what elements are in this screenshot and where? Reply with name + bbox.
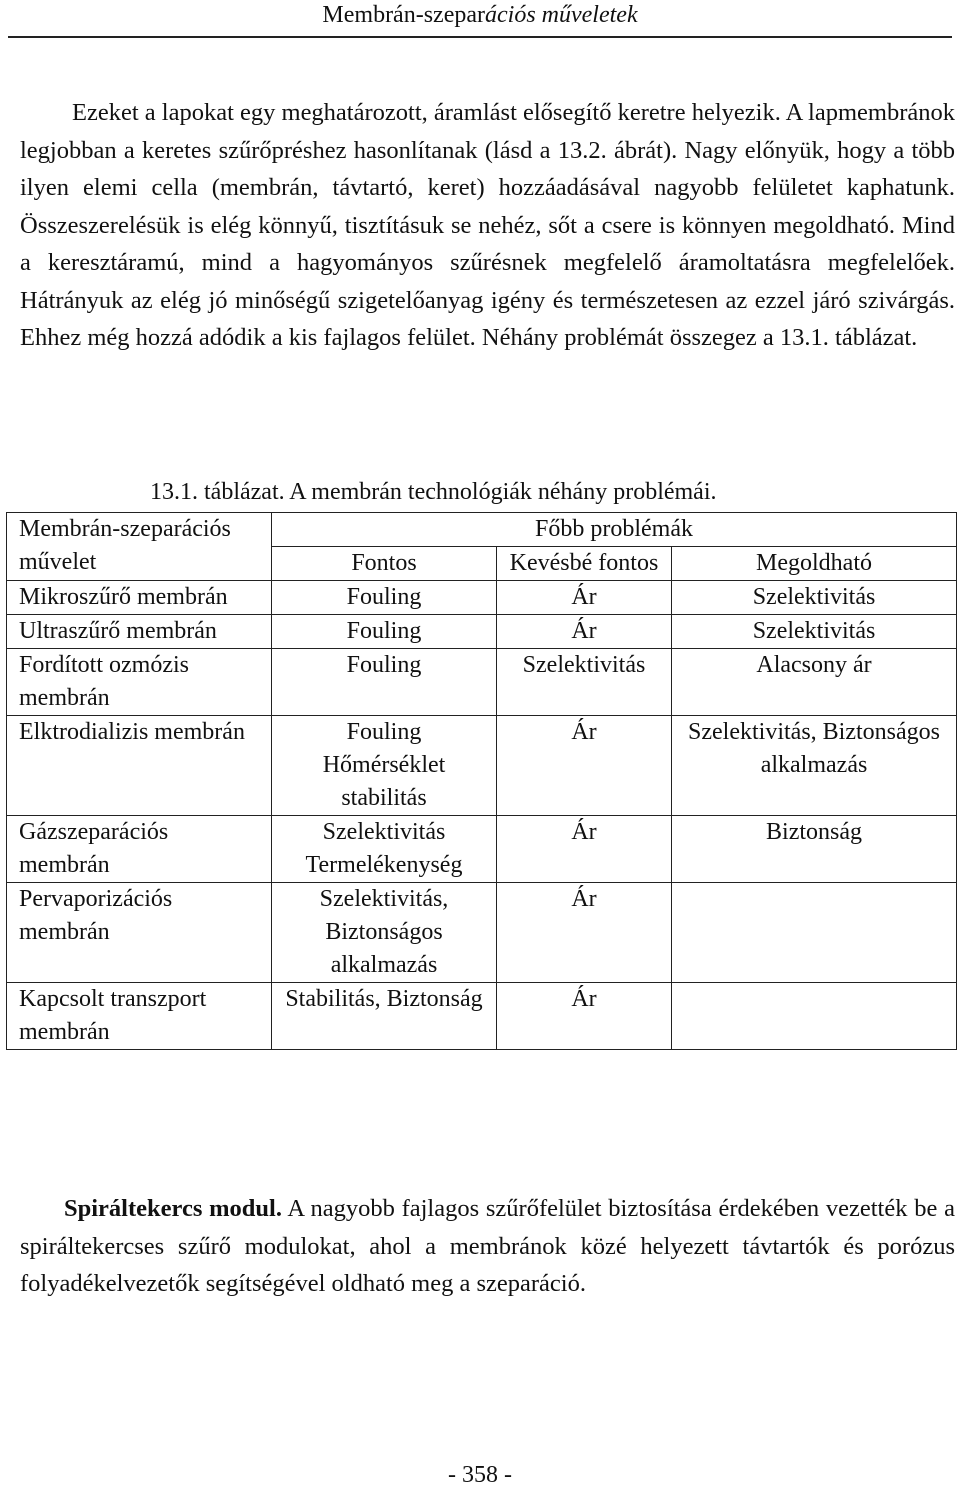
col-header-operation-text: Membrán-szeparációs művelet <box>19 516 231 575</box>
table-row <box>7 983 957 1050</box>
table-row <box>7 716 957 816</box>
paragraph-body: A nagyobb fajlagos szűrőfelület biztosítása érdekében vezették be a spiráltekercses szűrő modulokat, ahol a membránok közé helyezett távtartók és porózus folyadékelvezetők segítségével oldható meg a szeparáció. <box>20 1195 955 1297</box>
table-caption: 13.1. táblázat. A membrán technológiák néhány problémái. <box>150 479 717 505</box>
cell-megoldhato: Alacsony ár <box>672 649 957 716</box>
subheader-megoldhato: Megoldható <box>672 547 957 581</box>
row-name: Fordított ozmózis membrán <box>7 649 272 716</box>
cell-fontos: Szelektivitás, Biztonságos alkalmazás <box>272 883 497 983</box>
col-header-operation <box>7 513 272 581</box>
cell-fontos: Fouling <box>272 649 497 716</box>
cell-megoldhato: Szelektivitás <box>672 581 957 615</box>
group-header: Főbb problémák <box>272 513 957 547</box>
running-header <box>8 0 952 38</box>
cell-megoldhato <box>672 983 957 1050</box>
row-name: Kapcsolt transzport membrán <box>7 983 272 1050</box>
table-row <box>7 581 957 615</box>
cell-kevesbe: Szelektivitás <box>497 649 672 716</box>
subheader-kevesbe: Kevésbé fontos <box>497 547 672 581</box>
cell-kevesbe: Ár <box>497 816 672 883</box>
row-name: Pervaporizációs membrán <box>7 883 272 983</box>
row-name: Elktrodializis membrán <box>7 716 272 816</box>
table-row <box>7 615 957 649</box>
cell-fontos: Szelektivitás Termelékenység <box>272 816 497 883</box>
cell-fontos: Stabilitás, Biztonság <box>272 983 497 1050</box>
cell-fontos: Fouling Hőmérséklet stabilitás <box>272 716 497 816</box>
paragraph-text <box>20 1190 955 1303</box>
table-row <box>7 649 957 716</box>
paragraph-text: Ezeket a lapokat egy meghatározott, áramlást elősegítő keretre helyezik. A lapmembránok legjobban a keretes szűrőpréshez hasonlítanak (lásd a 13.2. ábrát). Nagy előnyük, hogy a több ilyen elemi cella (membrán, távtartó, keret) hozzáadásával nagyobb felületet kaphatunk. Összeszerelésük is elég könnyű, tisztításuk se nehéz, sőt a csere is könnyen megoldható. Mind a keresztáramú, mind a hagyományos szűrésnek megfelelő áramoltatásra megfelelőek. Hátrányuk az elég jó minőségű szigetelőanyag igény és természetesen az ezzel járó szivárgás. Ehhez még hozzá adódik a kis fajlagos felület. Néhány problémát összegez a 13.1. táblázat. <box>20 99 956 351</box>
cell-kevesbe: Ár <box>497 716 672 816</box>
row-name: Mikroszűrő membrán <box>7 581 272 615</box>
cell-megoldhato: Szelektivitás, Biztonságos alkalmazás <box>672 716 957 816</box>
cell-fontos: Fouling <box>272 581 497 615</box>
row-name: Gázszeparációs membrán <box>7 816 272 883</box>
table-header-row <box>7 513 957 547</box>
subheader-fontos: Fontos <box>272 547 497 581</box>
cell-fontos: Fouling <box>272 615 497 649</box>
page-number: - 358 - <box>448 1462 512 1488</box>
header-title-prefix: Membrán-szepar <box>322 2 485 28</box>
cell-kevesbe: Ár <box>497 615 672 649</box>
cell-megoldhato: Biztonság <box>672 816 957 883</box>
cell-kevesbe: Ár <box>497 983 672 1050</box>
spiral-module-paragraph <box>20 1190 955 1303</box>
header-title-italic: ációs műveletek <box>485 2 638 28</box>
table-row <box>7 883 957 983</box>
intro-paragraph <box>20 94 955 357</box>
cell-kevesbe: Ár <box>497 883 672 983</box>
problems-table <box>6 512 957 1050</box>
cell-megoldhato <box>672 883 957 983</box>
cell-kevesbe: Ár <box>497 581 672 615</box>
row-name: Ultraszűrő membrán <box>7 615 272 649</box>
cell-megoldhato: Szelektivitás <box>672 615 957 649</box>
bold-lead: Spiráltekercs modul. <box>64 1195 282 1222</box>
table-row <box>7 816 957 883</box>
